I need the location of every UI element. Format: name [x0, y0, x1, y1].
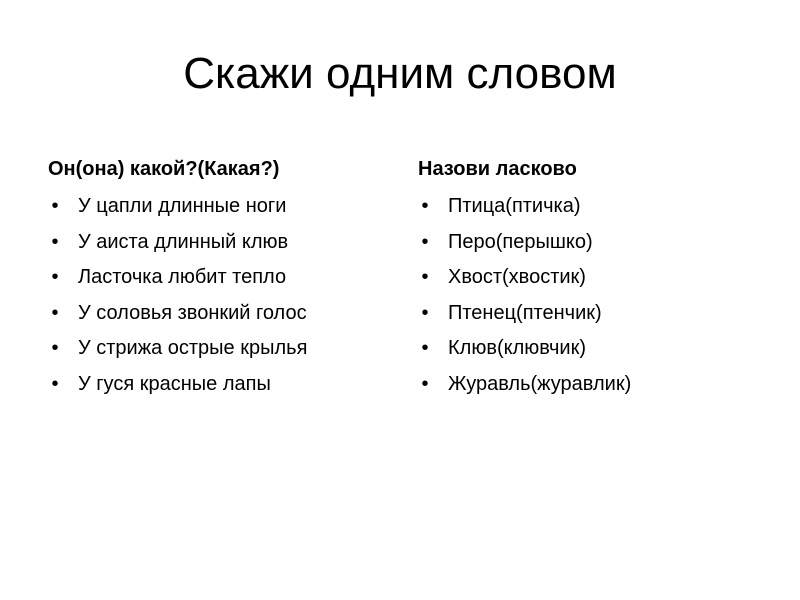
list-item — [418, 367, 768, 403]
list-item — [418, 260, 768, 296]
list-item-text: У аиста длинный клюв — [78, 230, 289, 253]
bullet-icon: • — [421, 372, 429, 395]
list-item — [48, 189, 398, 225]
list-item-text: Птенец(птенчик) — [448, 301, 602, 324]
bullet-icon: • — [421, 301, 429, 324]
list-item-text: Хвост(хвостик) — [448, 266, 586, 288]
left-column — [48, 155, 398, 402]
bullet-icon: • — [51, 195, 59, 217]
right-bullet-list — [418, 189, 768, 402]
bullet-icon: • — [421, 230, 429, 253]
list-item — [418, 225, 768, 261]
list-item — [48, 367, 398, 403]
list-item — [48, 225, 398, 261]
list-item-text: Клюв(клювчик) — [448, 337, 586, 359]
left-column-heading: Он(она) какой?(Какая?) — [48, 158, 280, 180]
right-column — [418, 155, 768, 402]
list-item-text: Птица(птичка) — [448, 195, 581, 217]
bullet-icon: • — [421, 266, 429, 288]
bullet-icon: • — [51, 266, 59, 288]
slide-title: Скажи одним словом — [183, 49, 617, 98]
list-item-text: Журавль(журавлик) — [448, 372, 632, 395]
bullet-icon: • — [51, 301, 59, 324]
list-item — [418, 331, 768, 367]
list-item-text: У цапли длинные ноги — [78, 195, 287, 217]
bullet-icon: • — [421, 195, 429, 217]
list-item-text: Ласточка любит тепло — [78, 266, 287, 288]
left-bullet-list — [48, 189, 398, 402]
list-item — [418, 189, 768, 225]
list-item — [48, 260, 398, 296]
list-item-text: У стрижа острые крылья — [78, 337, 308, 359]
list-item-text: У соловья звонкий голос — [78, 301, 307, 324]
bullet-icon: • — [51, 337, 59, 359]
list-item-text: У гуся красные лапы — [78, 372, 271, 395]
bullet-icon: • — [421, 337, 429, 359]
list-item — [48, 296, 398, 332]
bullet-icon: • — [51, 372, 59, 395]
right-column-heading: Назови ласково — [418, 158, 577, 180]
list-item — [48, 331, 398, 367]
bullet-icon: • — [51, 230, 59, 253]
list-item-text: Перо(перышко) — [448, 230, 593, 253]
list-item — [418, 296, 768, 332]
